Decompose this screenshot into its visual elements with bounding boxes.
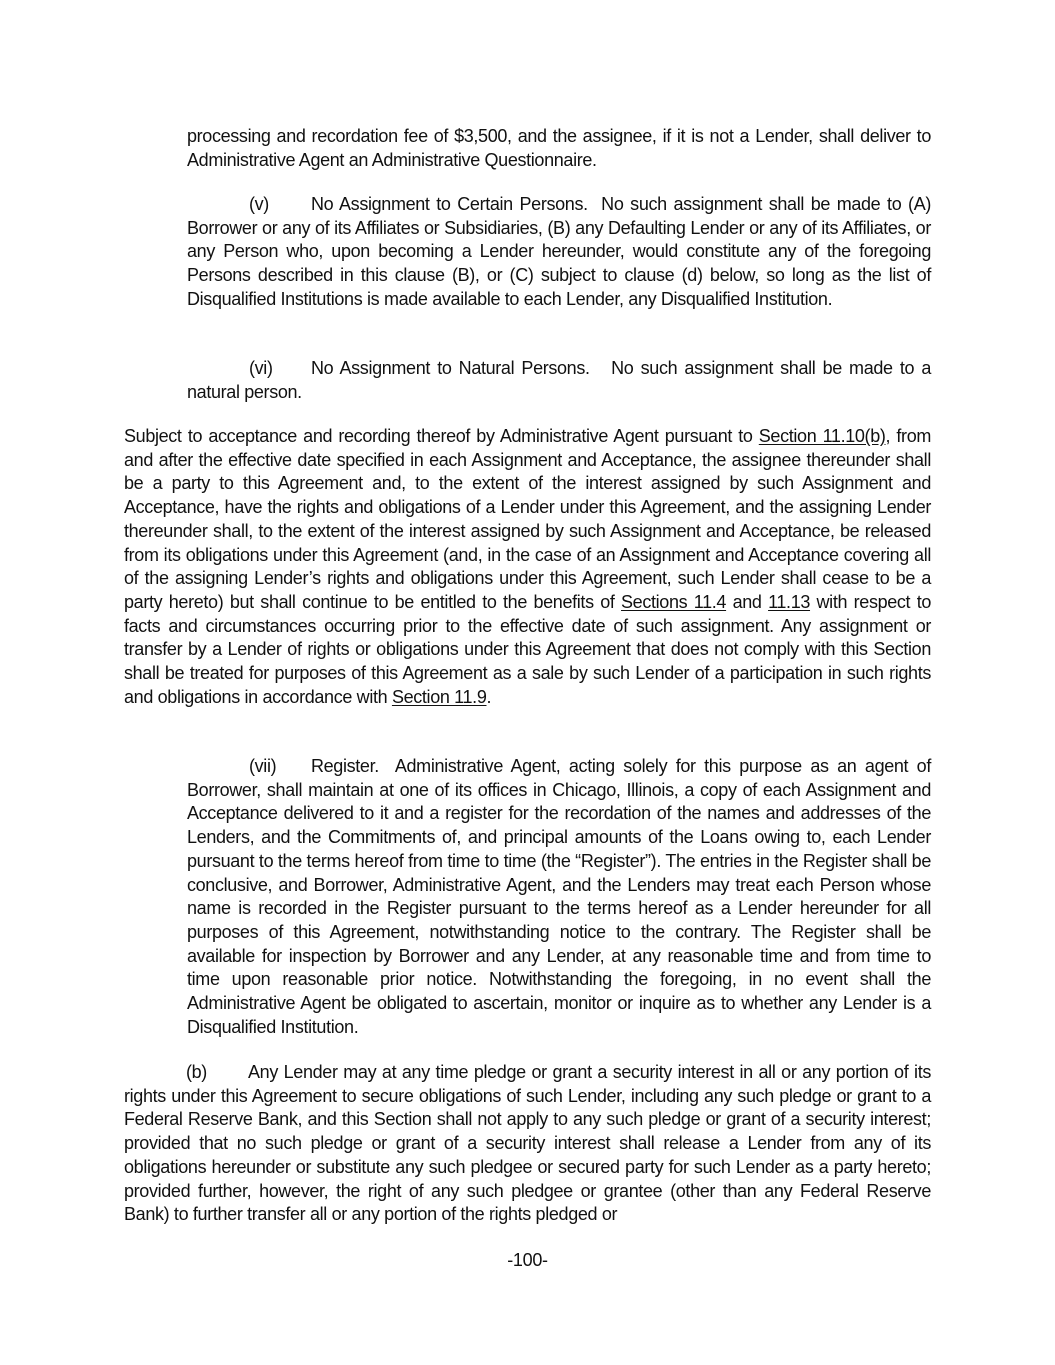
paragraph-vi-number: (vi) — [249, 358, 273, 378]
paragraph-intro-text: processing and recordation fee of $3,500, and the assignee, if it is not a Lender, shall deliver to Administrative Agent an Administrative Questionnaire. — [187, 126, 931, 170]
paragraph-subject-text-2: , from and after the effective date specified in each Assignment and Acceptance, the assignee thereunder shall be a party to this Agreement and, to the extent of the interest assigned by such Assignment and Acceptance, have the rights and obligations of a Lender under this Agreement, and the assigning Lender thereunder shall, to the extent of the interest assigned by such Assignment and Acceptance, be released from its obligations under this Agreement (and, in the case of an Assignment and Acceptance covering all of the assigning Lender’s rights and obligations under this Agreement, such Lender shall cease to be a party hereto) but shall continue to be entitled to the benefits of — [124, 426, 931, 612]
section-reference-11-4: Sections 11.4 — [621, 591, 727, 612]
paragraph-vii-text: Administrative Agent, acting solely for this purpose as an agent of Borrower, shall maintain at one of its offices in Chicago, Illinois, a copy of each Assignment and Acceptance delivered to it and a register for the recordation of the names and addresses of the Lenders, and the Commitments of, and principal amounts of the Loans owing to, each Lender pursuant to the terms hereof from time to time (the “Register”). The entries in the Register shall be conclusive, and Borrower, Administrative Agent, and the Lenders may treat each Person whose name is recorded in the Register pursuant to the terms hereof as a Lender hereunder for all purposes of this Agreement, notwithstanding notice to the contrary. The Register shall be available for inspection by Borrower and any Lender, at any reasonable time and from time to time upon reasonable prior notice. Notwithstanding the foregoing, in no event shall the Administrative Agent be obligated to ascertain, monitor or inquire as to whether any Lender is a Disqualified Institution. — [187, 756, 931, 1037]
paragraph-subject-text-3: and — [726, 591, 769, 612]
section-reference-11-10b: Section 11.10(b) — [758, 426, 886, 446]
section-reference-11-13: 11.13 — [768, 591, 811, 612]
paragraph-vi-heading: No Assignment to Natural Persons. — [311, 358, 590, 378]
paragraph-vii-heading: Register. — [311, 756, 379, 776]
paragraph-v-number: (v) — [249, 194, 269, 214]
paragraph-v-heading: No Assignment to Certain Persons. — [311, 194, 588, 214]
paragraph-subject-text-5: . — [486, 686, 492, 707]
section-reference-11-9: Section 11.9 — [391, 686, 487, 707]
paragraph-vii-number: (vii) — [249, 756, 277, 776]
paragraph-v-text: No such assignment shall be made to (A) Borrower or any of its Affiliates or Subsidiaries, (B) any Defaulting Lender or any of its Affiliates, or any Person who, upon becoming a Lender hereunder, would constitute any of the foregoing Persons described in this clause (B), or (C) subject to clause (d) below, so long as the list of Disqualified Institutions is made available to each Lender, any Disqualified Institution. — [187, 194, 931, 309]
paragraph-subject-text-4: with respect to facts and circumstances occurring prior to the effective date of such assignment. Any assignment or transfer by a Lender of rights or obligations under this Agreement that does not comply with this Section shall be treated for purposes of this Agreement as a sale by such Lender of a participation in such rights and obligations in accordance with — [124, 591, 932, 707]
paragraph-subject-text-1: Subject to acceptance and recording thereof by Administrative Agent pursuant to — [124, 426, 759, 446]
paragraph-b — [124, 1061, 931, 1227]
paragraph-vi — [187, 357, 931, 404]
paragraph-b-text: Any Lender may at any time pledge or grant a security interest in all or any portion of its rights under this Agreement to secure obligations of such Lender, including any such pledge or grant to a Federal Reserve Bank, and this Section shall not apply to any such pledge or grant of a security interest; provided that no such pledge or grant of a security interest shall release a Lender from any of its obligations hereunder or substitute any such pledgee or secured party for such Lender as a party hereto; provided further, however, the right of any such pledgee or grantee (other than any Federal Reserve Bank) to further transfer all or any portion of the rights pledged or — [124, 1062, 931, 1225]
paragraph-vii — [187, 755, 931, 1039]
paragraph-b-number: (b) — [186, 1062, 207, 1082]
paragraph-subject — [124, 425, 931, 709]
paragraph-vi-text: No such assignment shall be made to a natural person. — [187, 358, 931, 402]
paragraph-intro — [187, 125, 931, 172]
paragraph-v — [187, 193, 931, 312]
page-number: -100- — [507, 1250, 548, 1270]
